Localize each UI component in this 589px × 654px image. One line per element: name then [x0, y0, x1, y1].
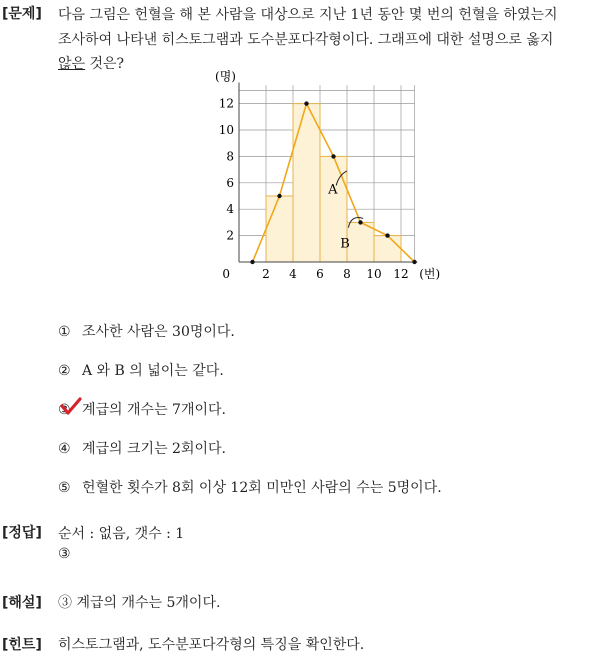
problem-line-3 [58, 53, 124, 73]
choice-3-text: 계급의 개수는 7개이다. [82, 402, 226, 418]
polygon-point [385, 233, 389, 237]
explanation-text: ③ 계급의 개수는 5개이다. [58, 595, 221, 611]
polygon-point [358, 220, 362, 224]
choice-4-text: 계급의 크기는 2회이다. [82, 441, 226, 457]
problem-tag: [문제] [2, 6, 42, 22]
choice-1-text: 조사한 사람은 30명이다. [82, 324, 235, 340]
problem-line-2: 조사하여 나타낸 히스토그램과 도수분포다각형이다. 그래프에 대한 설명으로 옳지 [58, 32, 554, 48]
choice-2 [58, 360, 224, 380]
x-tick-label: 12 [393, 267, 409, 281]
answer-tag: [정답] [2, 525, 42, 541]
answer-line-2: ③ [58, 546, 71, 562]
choice-5-number: ⑤ [58, 480, 71, 496]
problem-line-1: 다음 그림은 헌혈을 해 본 사람을 대상으로 지난 1년 동안 몇 번의 헌혈을 하였는지 [58, 7, 558, 23]
x-tick-label: 2 [262, 267, 270, 281]
x-tick-label: 4 [289, 267, 297, 281]
choice-5-text: 헌혈한 횟수가 8회 이상 12회 미만인 사람의 수는 5명이다. [82, 480, 442, 496]
histogram-bar [293, 104, 320, 262]
x-tick-label: 10 [366, 267, 382, 281]
x-tick-label: 8 [343, 267, 351, 281]
y-tick-label: 6 [226, 175, 234, 190]
hint-text: 히스토그램과, 도수분포다각형의 특징을 확인한다. [58, 637, 365, 653]
origin-label: 0 [222, 267, 230, 281]
y-tick-label: 2 [226, 228, 234, 243]
polygon-point [250, 260, 254, 264]
histogram-bar [266, 196, 293, 262]
explanation-tag: [해설] [2, 595, 42, 611]
y-tick-label: 10 [218, 123, 234, 137]
polygon-point [412, 260, 416, 264]
choice-4 [58, 438, 226, 458]
hint-tag: [힌트] [2, 637, 42, 653]
choice-3 [58, 399, 226, 419]
choice-1-number: ① [58, 324, 71, 340]
y-axis-unit-label: (명) [215, 70, 236, 84]
y-tick-label: 12 [218, 96, 234, 111]
histogram-bar [374, 236, 401, 262]
choice-4-number: ④ [58, 441, 71, 457]
choice-2-text: A 와 B 의 넓이는 같다. [82, 363, 224, 379]
problem-line-3-rest: 것은? [85, 56, 125, 72]
underlined-word: 않은 [58, 56, 86, 72]
polygon-point [331, 154, 335, 158]
answer-line-1: 순서 : 없음, 갯수 : 1 [58, 526, 185, 542]
choice-3-number: ③ [58, 402, 71, 418]
y-tick-label: 8 [226, 149, 234, 164]
x-tick-label: 6 [316, 267, 324, 281]
annotation-a-label: A [328, 182, 338, 198]
histogram-bar [347, 222, 374, 262]
check-mark-icon [60, 397, 82, 415]
polygon-point [304, 101, 308, 105]
histogram-chart [200, 70, 450, 292]
choice-1 [58, 321, 235, 341]
choice-5 [58, 477, 442, 497]
choice-2-number: ② [58, 363, 71, 379]
y-tick-label: 4 [226, 202, 234, 217]
polygon-point [277, 194, 281, 198]
x-axis-unit-label: (번) [419, 267, 441, 281]
annotation-b-label: B [340, 236, 350, 252]
